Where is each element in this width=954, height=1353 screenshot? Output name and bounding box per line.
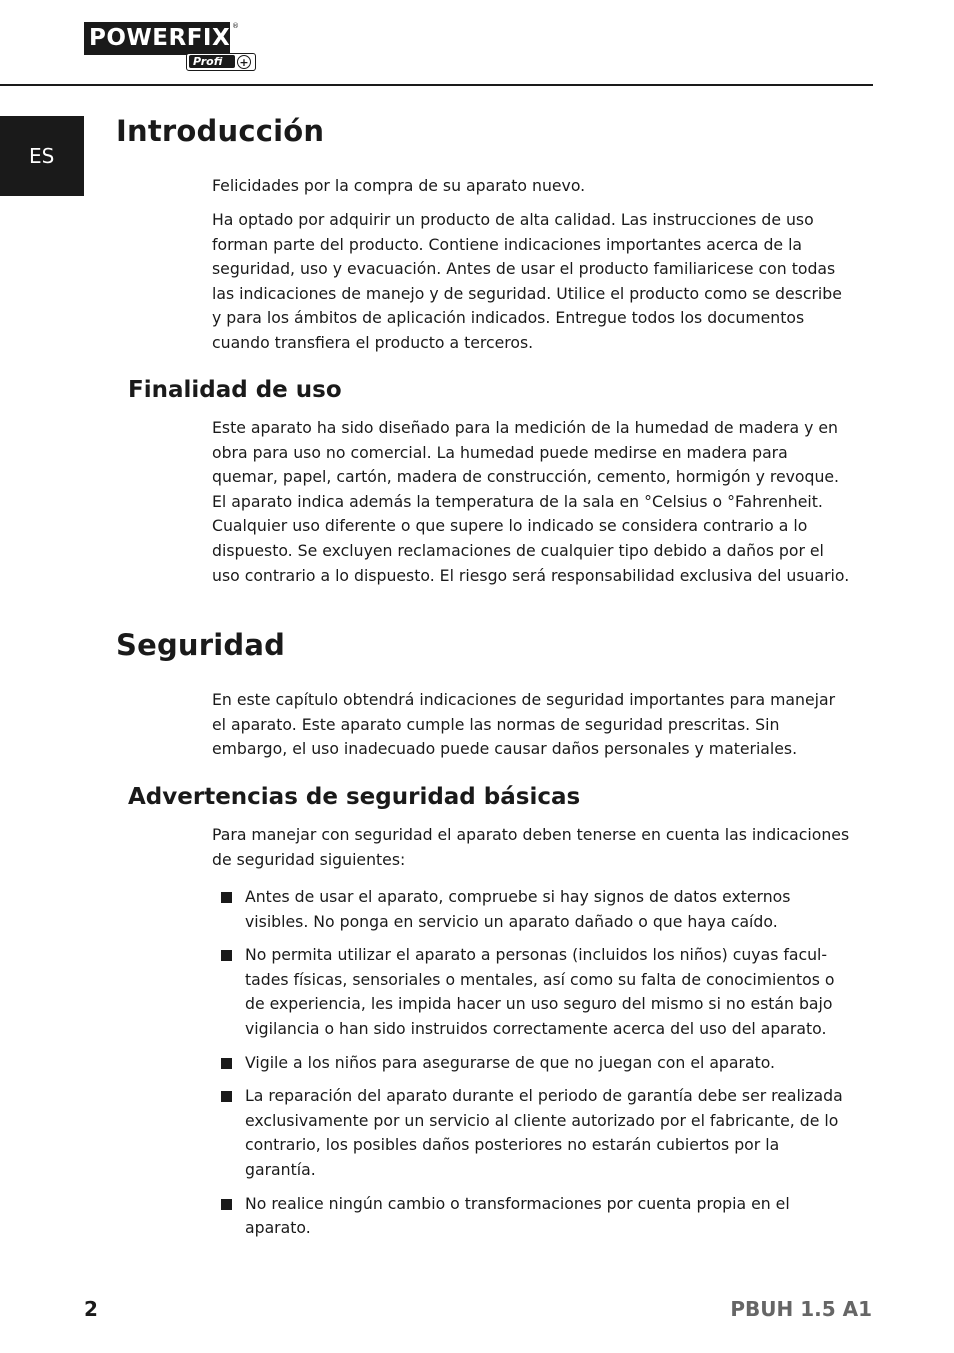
heading-advertencias: Advertencias de seguridad básicas (128, 784, 581, 810)
heading-introduccion: Introducción (116, 114, 325, 148)
square-bullet-icon (221, 950, 232, 961)
purpose-paragraph: Este aparato ha sido diseñado para la medición de la humedad de madera y en obra para uso no comercial. La humedad puede medirse en madera para quemar, papel, cartón, madera de construcción, cemento, hormigón y revoque. El aparato indica además la temperatura de la sala en °Celsius o °Fahrenheit. Cualquier uso diferente o que supere lo indicado se considera contrario a lo dispuesto. Se excluyen reclamaciones de cualquier tipo debido a daños por el uso contrario a lo dispuesto. El riesgo será responsabilidad exclusiva del usuario. (212, 418, 850, 585)
square-bullet-icon (221, 892, 232, 903)
heading-finalidad-de-uso: Finalidad de uso (128, 377, 342, 403)
list-item-text: Antes de usar el aparato, compruebe si hay signos de datos externos visibles. No ponga en servicio un aparato dañado o que haya caído. (245, 887, 791, 931)
language-tab: ES (0, 116, 84, 196)
list-item-text: Vigile a los niños para asegurarse de que no juegan con el aparato. (245, 1052, 776, 1072)
registered-mark: ® (232, 22, 239, 30)
model-number: PBUH 1.5 A1 (730, 1297, 872, 1321)
square-bullet-icon (221, 1058, 232, 1069)
header-divider (0, 84, 873, 86)
heading-seguridad: Seguridad (116, 628, 286, 662)
list-item (212, 885, 852, 934)
list-item (212, 1192, 852, 1241)
intro-paragraph-2: Ha optado por adquirir un producto de alta calidad. Las instrucciones de uso forman parte del producto. Contiene indicaciones importantes acerca de la seguridad, uso y evacuación. Antes de usar el producto familiaricese con todas las indicaciones de manejo y de seguridad. Utilice el producto como se describe y para los ámbitos de aplicación indicados. Entregue todos los documentos cuando transfiera el producto a terceros. (212, 210, 842, 352)
list-item-text: La reparación del aparato durante el periodo de garantía debe ser realizada exclusivamente por un servicio al cliente autorizado por el fabricante, de lo contrario, los posibles daños posteriores no estarán cubiertos por la garantía. (245, 1086, 843, 1179)
list-item-text: No realice ningún cambio o transformaciones por cuenta propia en el aparato. (245, 1193, 790, 1238)
list-item-text: No permita utilizar el aparato a personas (incluidos los niños) cuyas facul-tades físicas, sensoriales o mentales, así como su falta de conocimientos o de experiencia, les impida hacer un uso seguro del mismo si no están bajo vigilancia o han sido instruidos correctamente acerca del uso del aparato. (245, 945, 835, 1038)
square-bullet-icon (221, 1091, 232, 1102)
list-item (212, 1051, 852, 1076)
plus-circle-icon: + (237, 55, 251, 69)
brand-logo (84, 22, 256, 72)
warnings-intro-paragraph: Para manejar con seguridad el aparato deben tenerse en cuenta las indicaciones de seguridad siguientes: (212, 825, 850, 869)
list-item (212, 943, 852, 1041)
safety-paragraph: En este capítulo obtendrá indicaciones de seguridad importantes para manejar el aparato. Este aparato cumple las normas de seguridad prescritas. Sin embargo, el uso inadecuado puede causar daños personales y materiales. (212, 690, 836, 759)
brand-name: POWERFIX (84, 22, 230, 55)
brand-sub-name: Profi (189, 55, 235, 68)
brand-sub-badge (186, 53, 256, 71)
intro-paragraph-1: Felicidades por la compra de su aparato nuevo. (212, 176, 586, 195)
page-number: 2 (84, 1297, 98, 1321)
safety-bullet-list (212, 885, 852, 1250)
list-item (212, 1084, 852, 1182)
square-bullet-icon (221, 1199, 232, 1210)
